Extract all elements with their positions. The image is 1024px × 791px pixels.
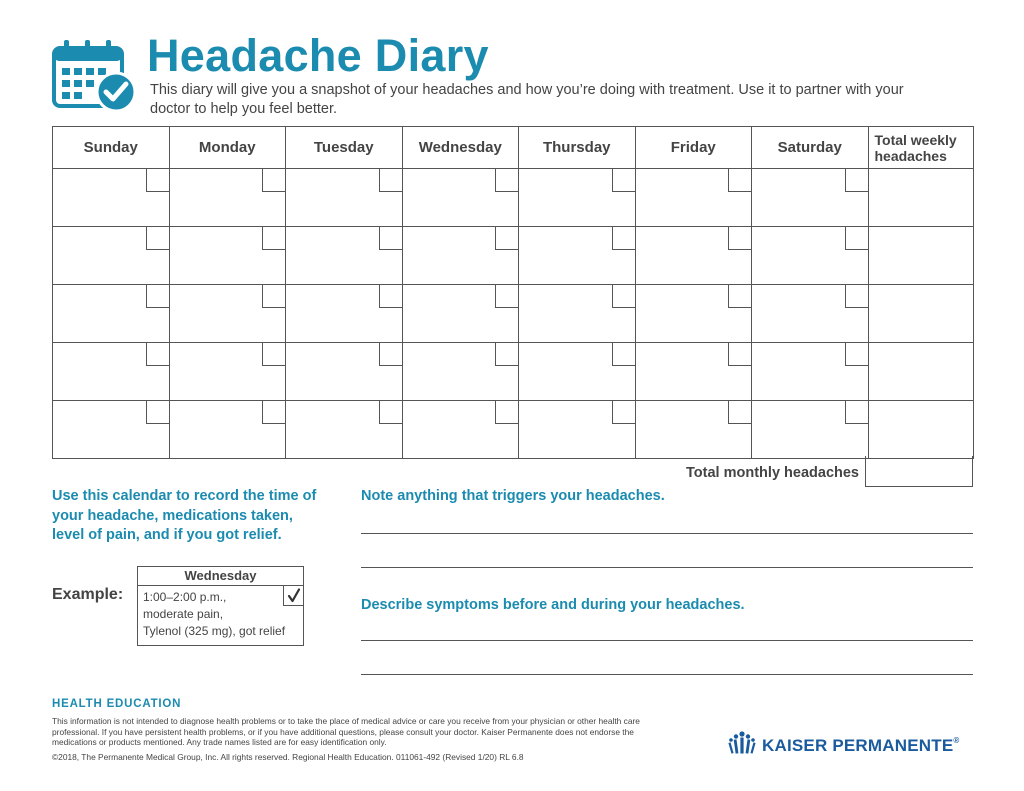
total-weekly-header: Total weekly headaches	[868, 127, 974, 169]
day-header-tuesday: Tuesday	[286, 127, 403, 169]
day-cell[interactable]	[519, 285, 636, 343]
brand-registered-mark: ®	[953, 736, 960, 745]
day-cell[interactable]	[286, 227, 403, 285]
day-cell[interactable]	[53, 169, 170, 227]
day-header-friday: Friday	[635, 127, 752, 169]
relief-checkbox[interactable]	[379, 169, 402, 192]
relief-checkbox[interactable]	[845, 227, 868, 250]
day-cell[interactable]	[635, 343, 752, 401]
day-cell[interactable]	[402, 401, 519, 459]
week-row	[53, 169, 974, 227]
relief-checkbox[interactable]	[495, 227, 518, 250]
day-cell[interactable]	[752, 227, 869, 285]
day-cell[interactable]	[635, 401, 752, 459]
calendar-check-icon	[52, 38, 138, 114]
day-cell[interactable]	[53, 401, 170, 459]
weekly-total-cell[interactable]	[868, 401, 974, 459]
day-cell[interactable]	[752, 169, 869, 227]
day-cell[interactable]	[169, 401, 286, 459]
relief-checkbox[interactable]	[146, 401, 169, 424]
day-cell[interactable]	[752, 401, 869, 459]
triggers-line-1[interactable]	[361, 533, 973, 534]
day-cell[interactable]	[752, 285, 869, 343]
relief-checkbox[interactable]	[728, 169, 751, 192]
total-monthly-field[interactable]	[865, 456, 973, 487]
copyright-text: ©2018, The Permanente Medical Group, Inc. All rights reserved. Regional Health Education. 011061-492 (Revised 1/20) RL 6.8	[52, 752, 524, 762]
symptoms-prompt: Describe symptoms before and during your headaches.	[361, 597, 745, 613]
day-cell[interactable]	[519, 227, 636, 285]
triggers-line-2[interactable]	[361, 567, 973, 568]
relief-checkbox[interactable]	[612, 227, 635, 250]
weekly-total-cell[interactable]	[868, 343, 974, 401]
example-line: 1:00–2:00 p.m.,	[143, 590, 227, 604]
week-row	[53, 401, 974, 459]
relief-checkbox[interactable]	[612, 169, 635, 192]
example-line: moderate pain,	[143, 607, 224, 621]
day-cell[interactable]	[169, 227, 286, 285]
triggers-prompt: Note anything that triggers your headaches.	[361, 488, 665, 504]
weekly-total-cell[interactable]	[868, 227, 974, 285]
day-header-saturday: Saturday	[752, 127, 869, 169]
example-card	[137, 566, 304, 646]
day-cell[interactable]	[286, 169, 403, 227]
day-cell[interactable]	[519, 169, 636, 227]
day-header-thursday: Thursday	[519, 127, 636, 169]
relief-checkbox[interactable]	[845, 285, 868, 308]
symptoms-line-2[interactable]	[361, 674, 973, 675]
day-cell[interactable]	[402, 343, 519, 401]
page-title: Headache Diary	[147, 30, 489, 81]
day-cell[interactable]	[169, 343, 286, 401]
relief-checkbox[interactable]	[146, 285, 169, 308]
relief-checkbox[interactable]	[379, 343, 402, 366]
day-cell[interactable]	[53, 285, 170, 343]
day-cell[interactable]	[635, 285, 752, 343]
total-monthly-label: Total monthly headaches	[686, 465, 859, 481]
symptoms-line-1[interactable]	[361, 640, 973, 641]
day-cell[interactable]	[286, 401, 403, 459]
relief-checkbox[interactable]	[495, 285, 518, 308]
relief-checkbox[interactable]	[495, 343, 518, 366]
relief-checkbox[interactable]	[728, 285, 751, 308]
calendar-header-row	[53, 127, 974, 169]
relief-checkbox[interactable]	[612, 343, 635, 366]
day-cell[interactable]	[169, 285, 286, 343]
brand-name	[762, 736, 959, 756]
day-cell[interactable]	[402, 227, 519, 285]
headache-calendar	[52, 126, 974, 459]
day-cell[interactable]	[402, 169, 519, 227]
disclaimer-text: This information is not intended to diagnose health problems or to take the place of medical advice or care you receive from your physician or other health care professional. If you have persistent health problems, or if you have additional questions, please consult your doctor. Kaiser Permanente does not endorse the medications or products mentioned. Any trade names listed are for easy identification only.	[52, 716, 640, 747]
checkmark-icon	[287, 588, 301, 603]
example-entry	[138, 586, 303, 643]
brand-name-text: KAISER PERMANENTE	[762, 736, 954, 755]
day-cell[interactable]	[635, 227, 752, 285]
relief-checkbox[interactable]	[612, 285, 635, 308]
example-label: Example:	[52, 586, 124, 603]
day-cell[interactable]	[519, 343, 636, 401]
relief-checkbox[interactable]	[495, 401, 518, 424]
week-row	[53, 227, 974, 285]
day-cell[interactable]	[402, 285, 519, 343]
relief-checkbox[interactable]	[146, 343, 169, 366]
day-cell[interactable]	[53, 227, 170, 285]
relief-checkbox[interactable]	[495, 169, 518, 192]
relief-checkbox[interactable]	[262, 169, 285, 192]
week-row	[53, 343, 974, 401]
relief-checkbox[interactable]	[379, 227, 402, 250]
day-cell[interactable]	[169, 169, 286, 227]
example-checkbox	[283, 586, 303, 606]
week-row	[53, 285, 974, 343]
relief-checkbox[interactable]	[845, 401, 868, 424]
day-header-monday: Monday	[169, 127, 286, 169]
relief-checkbox[interactable]	[728, 343, 751, 366]
day-cell[interactable]	[519, 401, 636, 459]
intro-text: This diary will give you a snapshot of your headaches and how you’re doing with treatment. Use it to partner with your doctor to help you feel better.	[150, 82, 904, 117]
weekly-total-cell[interactable]	[868, 169, 974, 227]
weekly-total-cell[interactable]	[868, 285, 974, 343]
day-cell[interactable]	[286, 343, 403, 401]
day-cell[interactable]	[752, 343, 869, 401]
relief-checkbox[interactable]	[612, 401, 635, 424]
health-education-label: HEALTH EDUCATION	[52, 698, 182, 710]
example-day: Wednesday	[138, 567, 303, 586]
example-line: Tylenol (325 mg), got relief	[143, 624, 286, 638]
relief-checkbox[interactable]	[262, 285, 285, 308]
relief-checkbox[interactable]	[728, 401, 751, 424]
relief-checkbox[interactable]	[262, 343, 285, 366]
relief-checkbox[interactable]	[728, 227, 751, 250]
relief-checkbox[interactable]	[262, 227, 285, 250]
day-cell[interactable]	[635, 169, 752, 227]
relief-checkbox[interactable]	[379, 401, 402, 424]
day-cell[interactable]	[53, 343, 170, 401]
relief-checkbox[interactable]	[845, 169, 868, 192]
relief-checkbox[interactable]	[146, 169, 169, 192]
relief-checkbox[interactable]	[379, 285, 402, 308]
day-cell[interactable]	[286, 285, 403, 343]
day-header-sunday: Sunday	[53, 127, 170, 169]
relief-checkbox[interactable]	[146, 227, 169, 250]
kaiser-permanente-logo-icon	[727, 730, 757, 756]
relief-checkbox[interactable]	[845, 343, 868, 366]
relief-checkbox[interactable]	[262, 401, 285, 424]
day-header-wednesday: Wednesday	[402, 127, 519, 169]
instructions-text: Use this calendar to record the time of your headache, medications taken, level of pain, and if you got relief.	[52, 488, 317, 543]
